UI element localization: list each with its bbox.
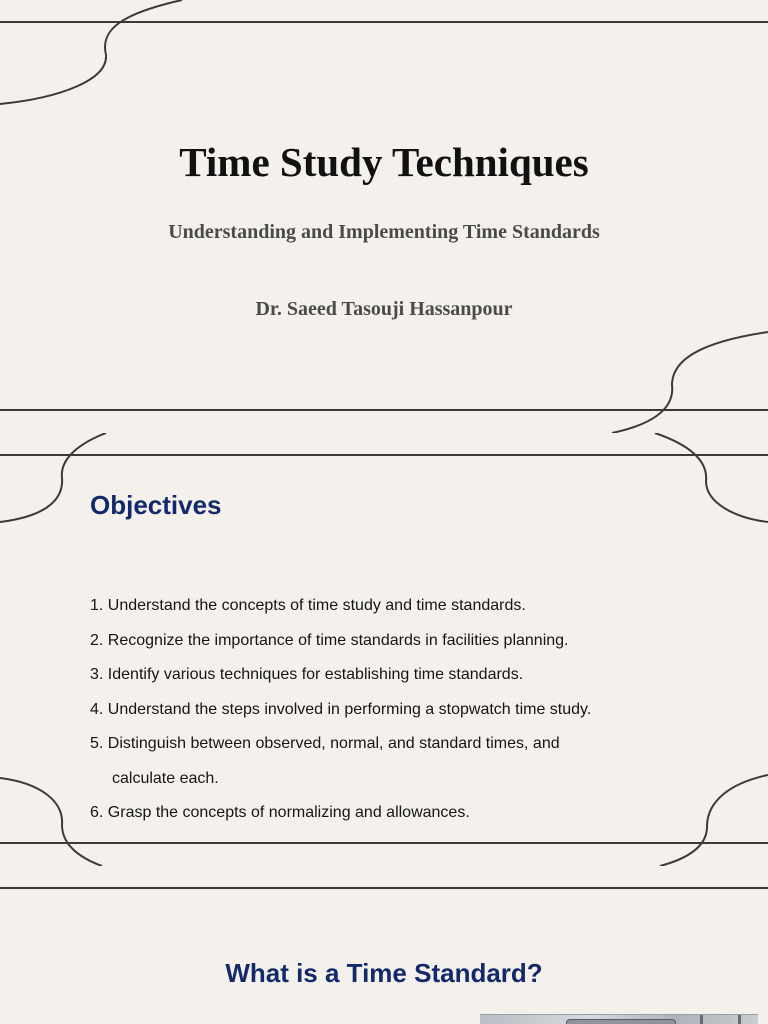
item-number: 4. — [90, 700, 104, 718]
list-item — [90, 693, 690, 728]
time-standard-slide — [0, 866, 768, 1024]
title-slide — [0, 0, 768, 433]
item-text: Recognize the importance of time standards in facilities planning. — [107, 631, 569, 649]
item-text: Understand the concepts of time study and time standards. — [107, 597, 526, 614]
slide-decoration — [0, 0, 768, 433]
presentation-subtitle: Understanding and Implementing Time Standards — [168, 221, 600, 243]
list-item — [90, 589, 690, 624]
list-item — [90, 624, 690, 659]
item-text: Grasp the concepts of normalizing and allowances. — [107, 804, 470, 821]
photo-detail — [700, 1015, 703, 1024]
equipment-photo — [480, 1014, 758, 1024]
objectives-list — [90, 589, 690, 831]
item-text: Understand the steps involved in performing a stopwatch time study. — [107, 700, 592, 718]
time-standard-heading: What is a Time Standard? — [225, 958, 543, 988]
item-number: 5. — [90, 735, 104, 752]
item-number: 3. — [90, 666, 104, 683]
item-number: 6. — [90, 804, 104, 821]
item-number: 2. — [90, 631, 104, 649]
item-text: Distinguish between observed, normal, and standard times, and — [107, 735, 560, 752]
slide-decoration — [0, 866, 768, 1024]
photo-detail — [566, 1019, 676, 1024]
presentation-author: Dr. Saeed Tasouji Hassanpour — [255, 298, 513, 320]
objectives-heading: Objectives — [90, 490, 222, 520]
item-text-continuation: calculate each. — [112, 769, 219, 787]
item-number: 1. — [90, 597, 104, 614]
objectives-slide — [0, 433, 768, 866]
list-item — [90, 796, 690, 831]
presentation-title: Time Study Techniques — [179, 139, 589, 185]
list-item — [90, 658, 690, 693]
list-item — [90, 727, 690, 796]
photo-detail — [738, 1015, 741, 1024]
item-text: Identify various techniques for establishing time standards. — [107, 666, 524, 683]
